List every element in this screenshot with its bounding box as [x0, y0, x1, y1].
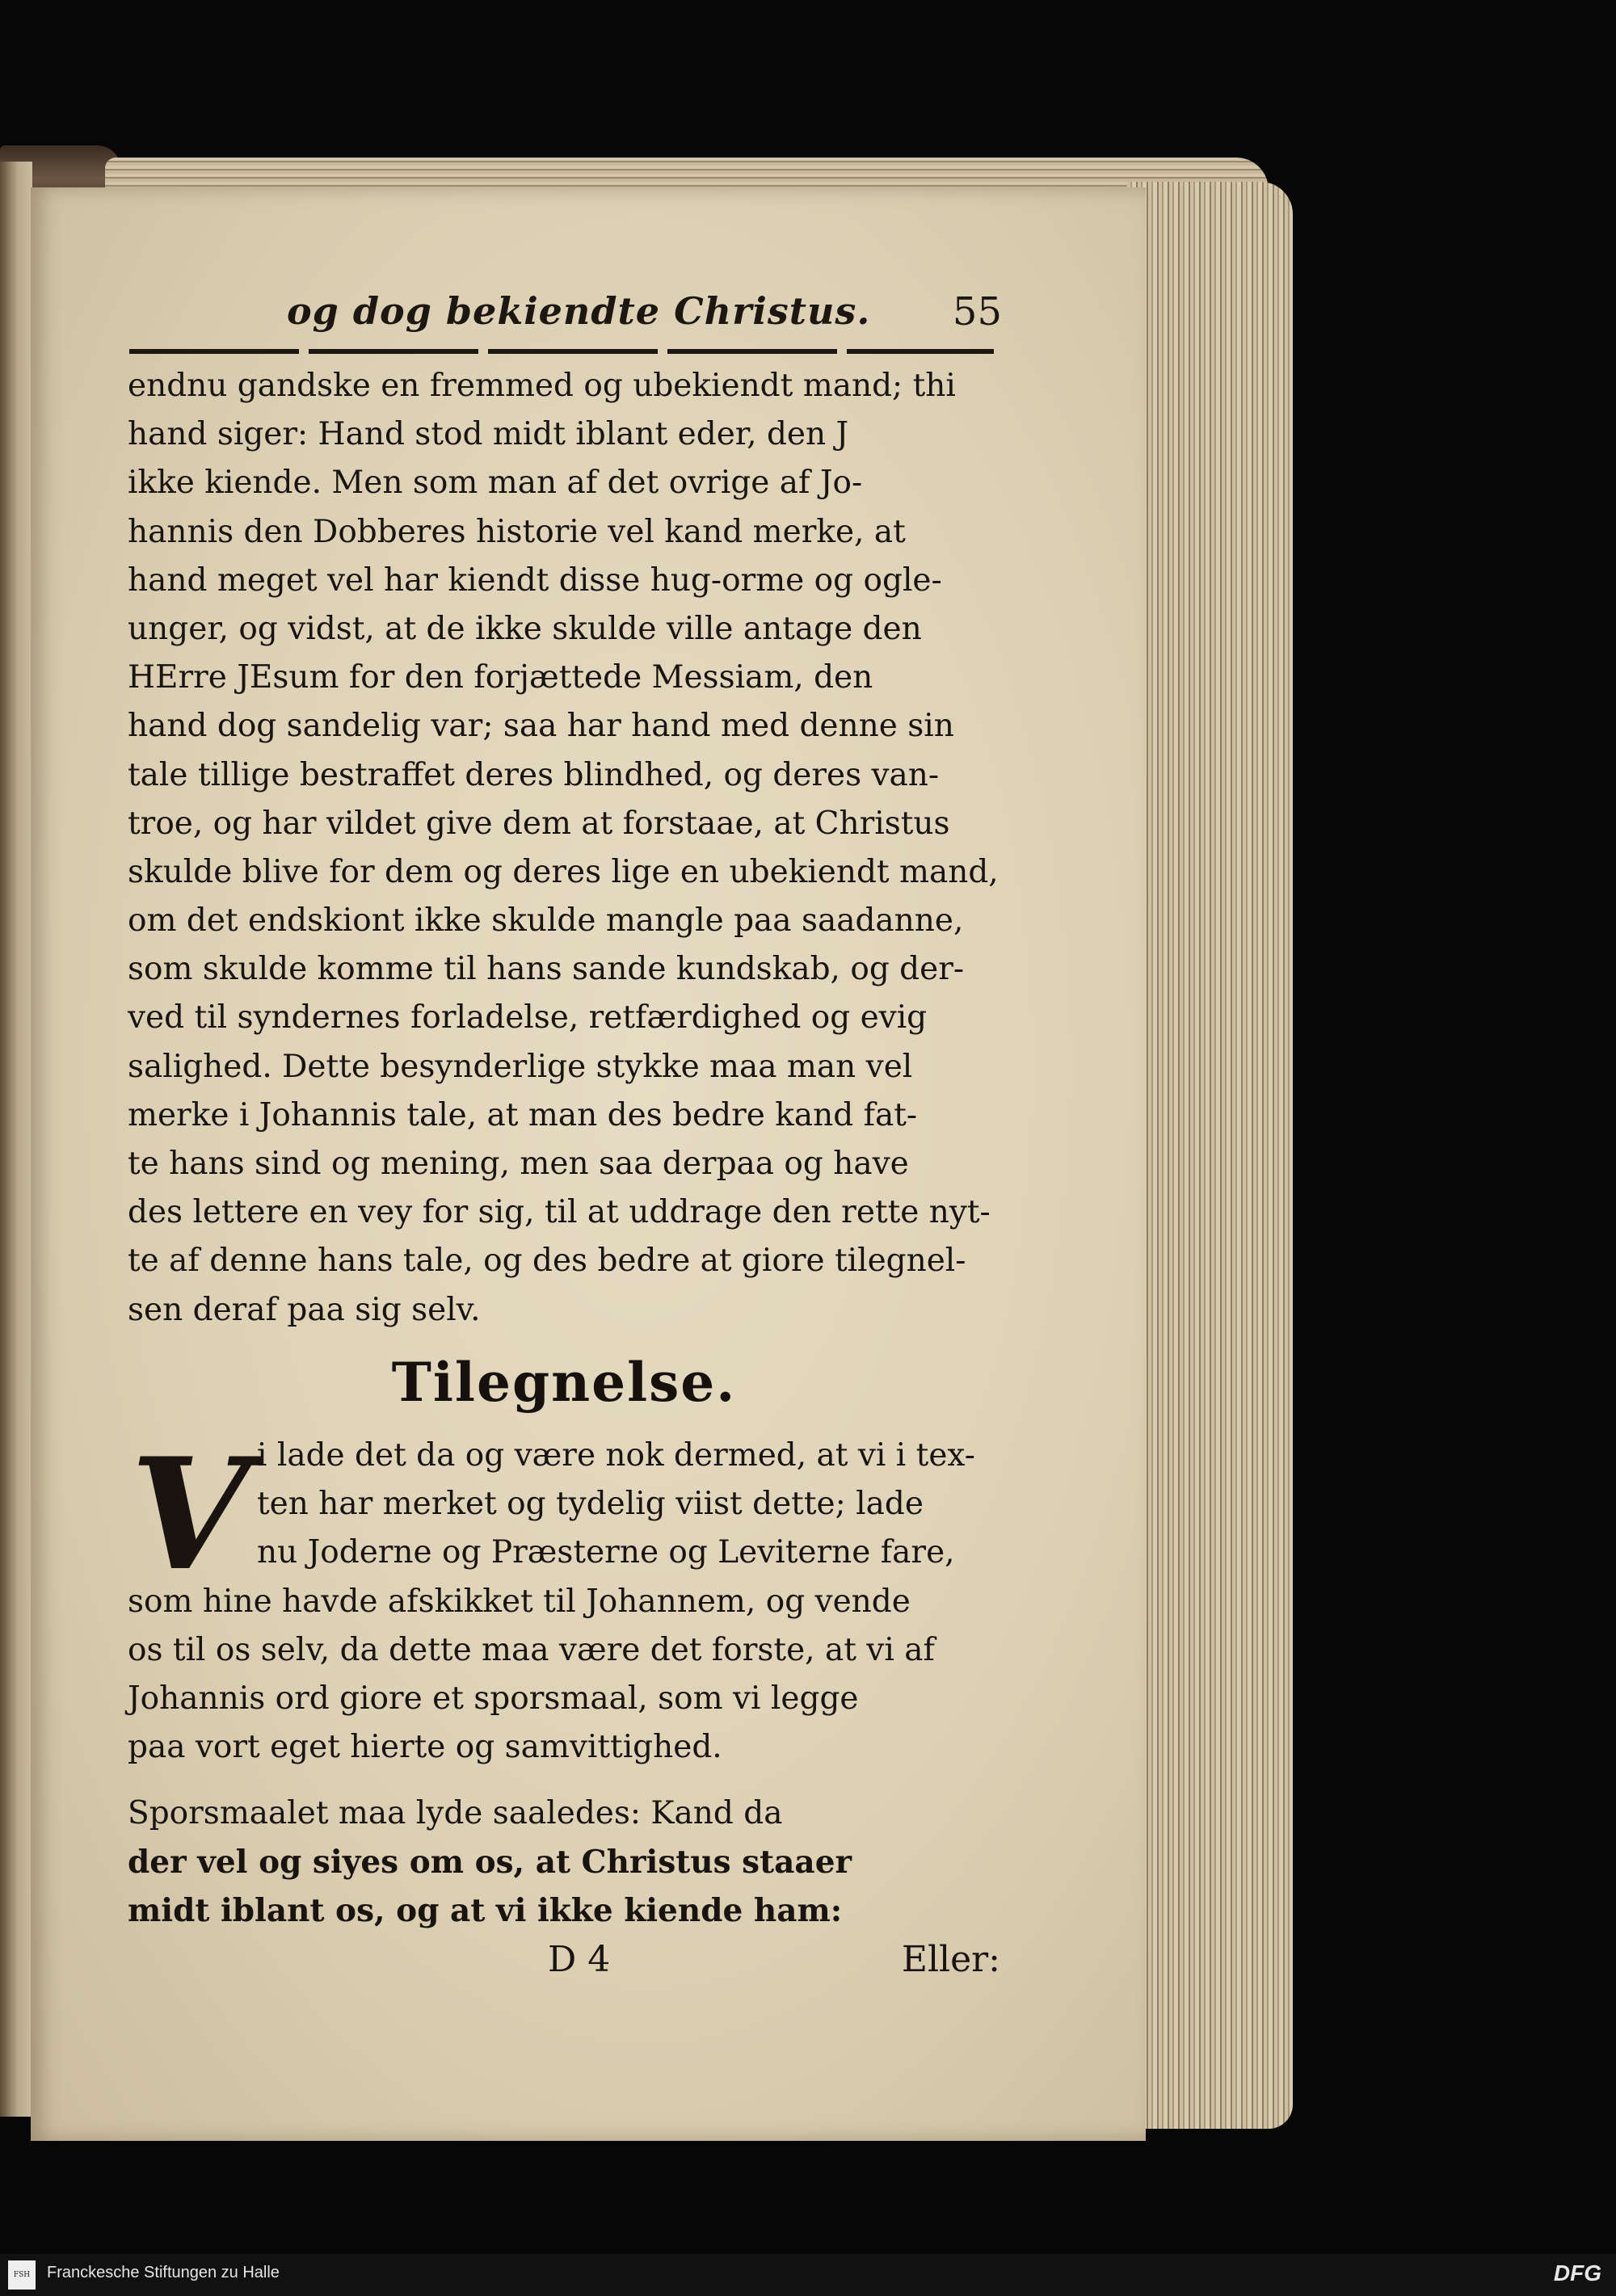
text-line: Sporsmaalet maa lyde saaledes: Kand da: [128, 1795, 783, 1831]
dfg-logo: DFG: [1553, 2260, 1601, 2285]
text-line: midt iblant os, og at vi ikke kiende ham:: [128, 1892, 843, 1930]
text-line: te af denne hans tale, og des bedre at giore tilegnel-: [128, 1243, 966, 1280]
page-header: [121, 289, 1002, 346]
text-line: ved til syndernes forladelse, retfærdighed og evig: [128, 999, 928, 1037]
text-line: salighed. Dette besynderlige stykke maa man vel: [128, 1048, 913, 1085]
text-line: hand meget vel har kiendt disse hug-orme og ogle-: [128, 561, 942, 599]
header-rule: [129, 349, 994, 354]
text-line: skulde blive for dem og deres lige en ubekiendt mand,: [128, 853, 999, 890]
institution-name: Franckesche Stiftungen zu Halle: [47, 2264, 280, 2281]
page-number: 55: [952, 289, 1002, 334]
credit-bar: [0, 2254, 1616, 2296]
text-line: te hans sind og mening, men saa derpaa og have: [128, 1146, 909, 1182]
text-line: unger, og vidst, at de ikke skulde ville antage den: [128, 610, 922, 647]
text-line: troe, og har vildet give dem at forstaae, at Christus: [128, 805, 950, 842]
text-line: endnu gandske en fremmed og ubekiendt mand; thi: [128, 368, 956, 404]
text-line: om det endskiont ikke skulde mangle paa saadanne,: [128, 902, 964, 940]
text-line: HErre JEsum for den forjættede Messiam, den: [128, 659, 873, 696]
question-paragraph: [128, 1789, 1000, 1936]
text-line: hand dog sandelig var; saa har hand med denne sin: [128, 708, 954, 745]
text-line: hannis den Dobberes historie vel kand merke, at: [128, 513, 906, 550]
previous-page-edge: [0, 162, 32, 2117]
page-stack-edge: [1127, 182, 1293, 2129]
text-line: hand siger: Hand stod midt iblant eder, den J: [128, 416, 849, 453]
drop-cap: V: [130, 1424, 250, 1604]
text-line: nu Joderne og Præsterne og Leviterne fare,: [257, 1534, 955, 1571]
institution-logo: FSH: [8, 2260, 36, 2290]
text-line: tale tillige bestraffet deres blindhed, og deres van-: [128, 756, 940, 793]
text-line: des lettere en vey for sig, til at uddrage den rette nyt-: [128, 1194, 991, 1231]
body-paragraph: [128, 362, 1000, 1335]
text-line: som hine havde afskikket til Johannem, og vende: [128, 1583, 911, 1620]
signature-mark: D 4: [548, 1939, 611, 1980]
text-line: ikke kiende. Men som man af det ovrige af Jo-: [128, 465, 863, 502]
page-footer: [128, 1939, 1000, 1987]
text-line: os til os selv, da dette maa være det forste, at vi af: [128, 1631, 935, 1668]
text-line: Johannis ord giore et sporsmaal, som vi legge: [128, 1680, 859, 1717]
text-line: som skulde komme til hans sande kundskab, og der-: [128, 951, 965, 988]
text-line: ten har merket og tydelig viist dette; lade: [257, 1486, 924, 1523]
application-paragraph: [128, 1424, 1000, 1772]
catchword: Eller:: [901, 1939, 1000, 1980]
running-title: og dog bekiendte Christus.: [287, 289, 871, 333]
page-stack-top: [105, 158, 1269, 190]
text-line: sen deraf paa sig selv.: [128, 1291, 481, 1328]
section-heading: Tilegnelse.: [391, 1351, 737, 1414]
text-line: paa vort eget hierte og samvittighed.: [128, 1729, 722, 1766]
text-line: i lade det da og være nok dermed, at vi i tex-: [257, 1437, 975, 1474]
text-line: der vel og siyes om os, at Christus staaer: [128, 1844, 852, 1882]
text-line: merke i Johannis tale, at man des bedre kand fat-: [128, 1096, 918, 1133]
